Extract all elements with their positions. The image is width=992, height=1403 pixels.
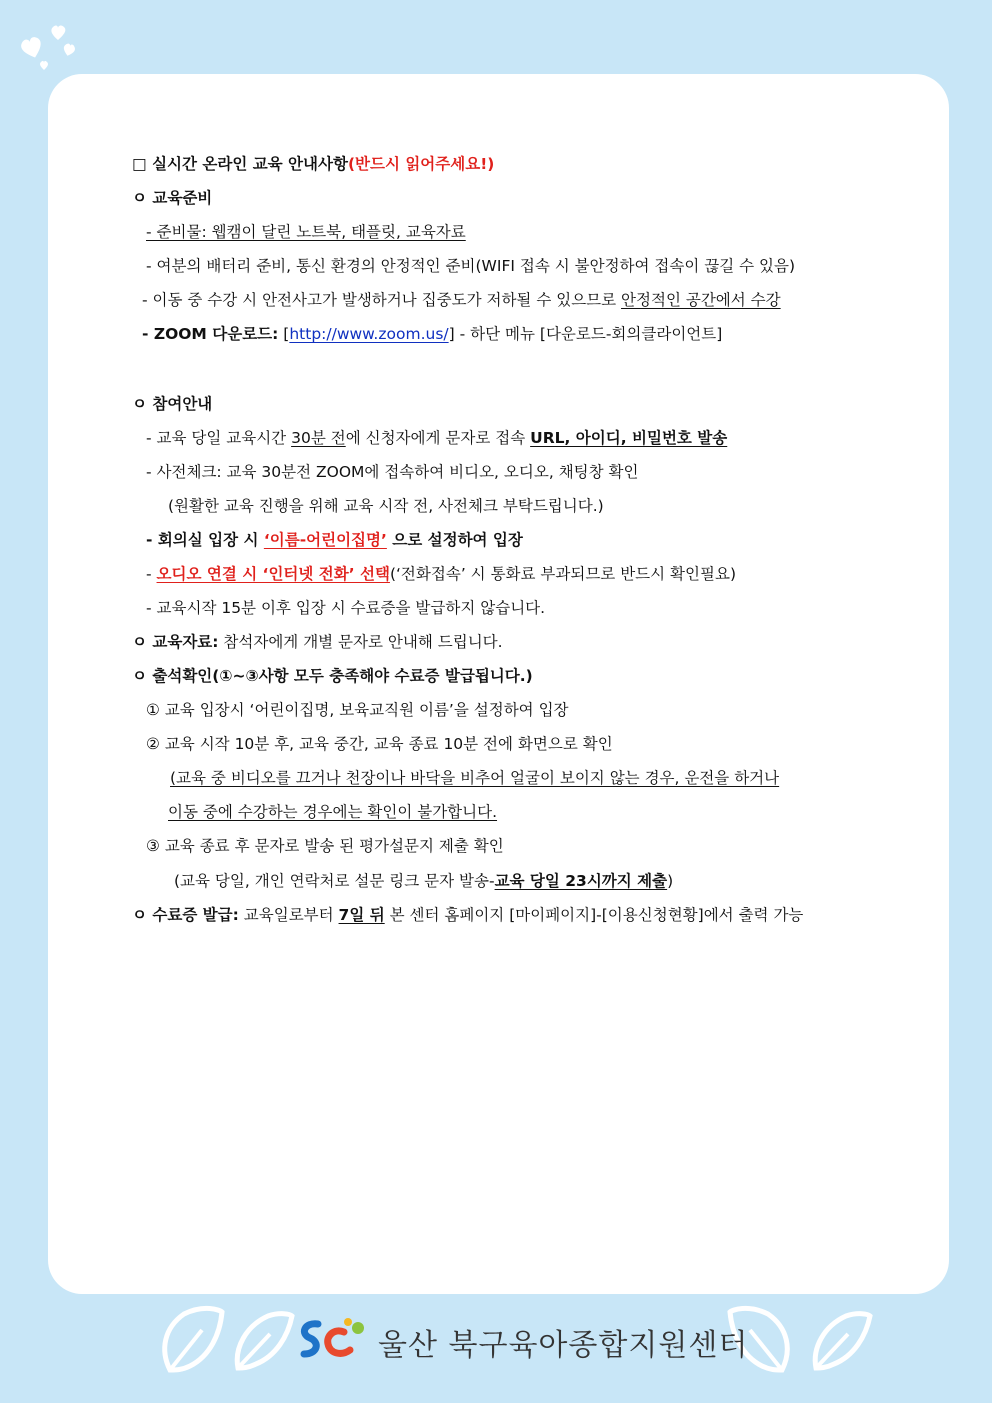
join-item-name	[146, 530, 523, 550]
join-item-precheck: - 사전체크: 교육 30분전 ZOOM에 접속하여 비디오, 오디오, 채팅창 확인	[146, 463, 639, 481]
center-name: 울산 북구육아종합지원센터	[378, 1328, 749, 1363]
survey-note-text: (교육 당일, 개인 연락처로 설문 링크 문자 발송-	[174, 872, 495, 890]
join-audio-note: (‘전화접속’ 시 통화료 부과되므로 반드시 확인필요)	[389, 565, 736, 583]
title-bullet: □	[132, 155, 147, 173]
center-logo-icon	[296, 1314, 372, 1364]
join-audio-emphasis: 오디오 연결 시 ‘인터넷 전화’ 선택	[156, 565, 390, 583]
prep-item-battery: - 여분의 배터리 준비, 통신 환경의 안정적인 준비(WIFI 접속 시 불안정하여 접속이 끊길 수 있음)	[146, 257, 796, 275]
join-name-text: - 회의실 입장 시	[146, 531, 264, 549]
leaf-icon	[150, 1300, 230, 1380]
attendance-item-2: ② 교육 시작 10분 후, 교육 중간, 교육 종료 10분 전에 화면으로 확인	[146, 735, 613, 753]
join-url-emphasis: URL, 아이디, 비밀번호 발송	[530, 429, 728, 447]
attendance-item-2-note-1: (교육 중 비디오를 끄거나 천장이나 바닥을 비추어 얼굴이 보이지 않는 경우, 운전을 하거나	[170, 769, 780, 787]
join-url-time: 30분 전	[291, 429, 346, 447]
hearts-icon	[14, 14, 84, 74]
attendance-item-2-note-2: 이동 중에 수강하는 경우에는 확인이 불가합니다.	[168, 803, 498, 821]
attendance-item-1: ① 교육 입장시 ‘어린이집명, 보육교직원 이름’을 설정하여 입장	[146, 701, 569, 719]
certificate-heading: ㅇ 수료증 발급:	[132, 906, 239, 924]
prep-safety-text: - 이동 중 수강 시 안전사고가 발생하거나 집중도가 저하될 수 있으므로	[142, 291, 622, 309]
join-audio-dash: -	[146, 565, 157, 583]
materials-text: 참석자에게 개별 문자로 안내해 드립니다.	[218, 633, 503, 651]
survey-deadline: 교육 당일 23시까지 제출	[494, 872, 668, 890]
join-item-audio	[146, 564, 736, 584]
join-name-format: ‘이름-어린이집명’	[263, 531, 387, 549]
attendance-item-3: ③ 교육 종료 후 문자로 발송 된 평가설문지 제출 확인	[146, 837, 504, 855]
materials-line	[132, 632, 503, 652]
join-item-precheck-note: (원활한 교육 진행을 위해 교육 시작 전, 사전체크 부탁드립니다.)	[168, 497, 604, 515]
title-text: 실시간 온라인 교육 안내사항	[152, 155, 348, 173]
certificate-line	[132, 905, 803, 925]
certificate-post: 본 센터 홈페이지 [마이페이지]-[이용신청현황]에서 출력 가능	[384, 906, 804, 924]
leaf-icon	[228, 1306, 298, 1376]
page-title	[132, 154, 494, 174]
materials-heading: ㅇ 교육자료:	[132, 633, 219, 651]
certificate-pre: 교육일로부터	[238, 906, 339, 924]
prep-item-safety	[142, 290, 781, 310]
prep-item-materials: - 준비물: 웹캠이 달린 노트북, 태플릿, 교육자료	[146, 223, 466, 241]
zoom-bracket-open: [	[283, 325, 290, 343]
zoom-download-link[interactable]: http://www.zoom.us/	[289, 325, 449, 343]
zoom-download-label: - ZOOM 다운로드:	[142, 325, 279, 343]
certificate-days: 7일 뒤	[338, 906, 385, 924]
attendance-item-3-note	[174, 871, 673, 891]
leaf-icon	[806, 1306, 876, 1376]
join-item-late: - 교육시작 15분 이후 입장 시 수료증을 발급하지 않습니다.	[146, 599, 546, 617]
zoom-download-menu: - 하단 메뉴 [다운로드-회의클라이언트]	[459, 325, 723, 343]
prep-safety-emphasis: 안정적인 공간에서 수강	[621, 291, 781, 309]
join-url-text: - 교육 당일 교육시간	[146, 429, 292, 447]
prep-heading: ㅇ 교육준비	[132, 189, 213, 207]
survey-note-close: )	[667, 872, 674, 890]
title-notice: (반드시 읽어주세요!)	[347, 155, 495, 173]
join-item-url	[146, 428, 727, 448]
zoom-bracket-close: ]	[448, 325, 455, 343]
join-heading: ㅇ 참여안내	[132, 395, 213, 413]
attendance-heading: ㅇ 출석확인(①~③사항 모두 충족해야 수료증 발급됩니다.)	[132, 667, 533, 685]
join-name-post: 으로 설정하여 입장	[386, 531, 523, 549]
join-url-mid: 에 신청자에게 문자로 접속	[345, 429, 531, 447]
prep-item-zoom	[142, 324, 722, 344]
